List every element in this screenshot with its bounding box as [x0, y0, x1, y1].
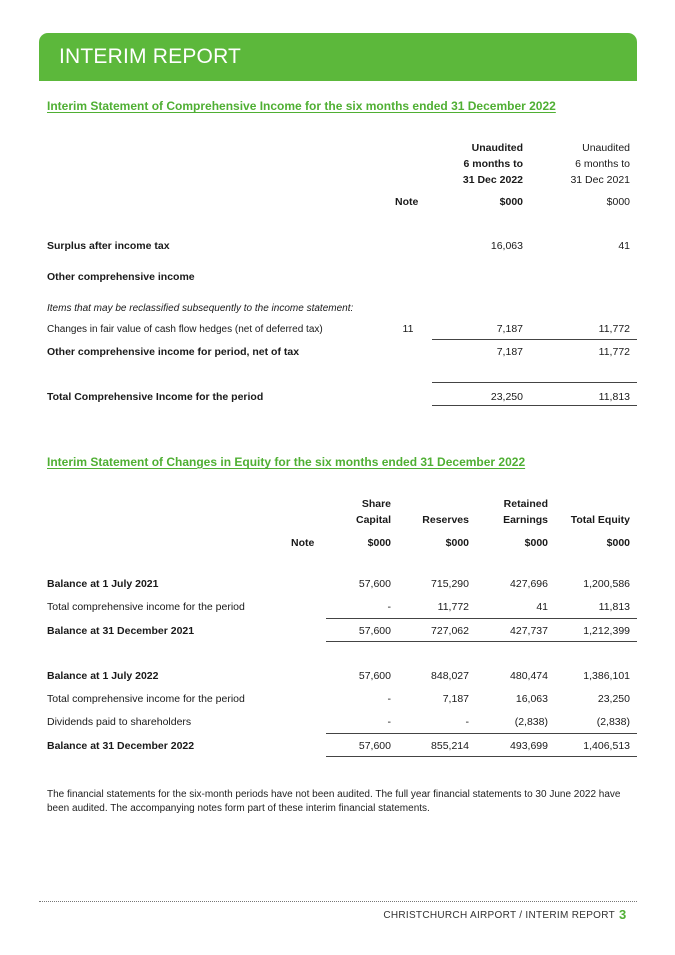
footer-divider: [39, 901, 637, 902]
page-number: 3: [619, 907, 627, 922]
col-b-header-3: 31 Dec 2021: [570, 174, 630, 186]
equity-row-reserves: 855,214: [431, 740, 469, 752]
income-row-a: 16,063: [490, 240, 523, 252]
banner-title: INTERIM REPORT: [59, 45, 242, 68]
equity-row-retained: 493,699: [510, 740, 548, 752]
equity-row-total: 11,813: [598, 601, 630, 613]
divider: [432, 339, 637, 340]
divider: [326, 618, 637, 619]
equity-row-reserves: 715,290: [431, 578, 469, 590]
equity-row-retained: (2,838): [514, 716, 548, 728]
equity-row-total: (2,838): [596, 716, 630, 728]
equity-statement-title: Interim Statement of Changes in Equity for the six months ended 31 December 2022: [47, 455, 526, 469]
footer-text: CHRISTCHURCH AIRPORT / INTERIM REPORT: [383, 910, 615, 921]
equity-row-capital: -: [387, 601, 391, 613]
share-capital-header-2: Capital: [355, 514, 391, 526]
total-equity-unit: $000: [606, 537, 630, 549]
income-row-b: 41: [618, 240, 630, 252]
equity-row-retained: 16,063: [515, 693, 548, 705]
income-row-label: Items that may be reclassified subsequently to the income statement:: [47, 303, 354, 314]
col-a-unit: $000: [499, 196, 523, 208]
income-row-label: Other comprehensive income: [47, 271, 195, 283]
equity-row-capital: 57,600: [358, 578, 391, 590]
income-row-b: 11,772: [598, 323, 630, 335]
income-row-a: 7,187: [496, 323, 523, 335]
col-b-header-2: 6 months to: [575, 158, 630, 170]
equity-row-reserves: 848,027: [431, 670, 469, 682]
income-row-b: 11,813: [598, 391, 630, 403]
equity-row-reserves: 727,062: [431, 625, 469, 637]
equity-row-total: 1,386,101: [583, 670, 630, 682]
divider: [432, 405, 637, 406]
equity-row-retained: 41: [536, 601, 548, 613]
retained-header-2: Earnings: [503, 514, 548, 526]
equity-row-label: Balance at 31 December 2022: [47, 740, 195, 752]
equity-row-retained: 427,737: [510, 625, 548, 637]
equity-row-reserves: 11,772: [437, 601, 469, 613]
income-statement-title: Interim Statement of Comprehensive Income for the six months ended 31 December 2022: [47, 99, 556, 113]
footnote: The financial statements for the six-month periods have not been audited. The full year financial statements to 30 June 2022 have been audited. The accompanying notes form part of these interim financial statements.: [47, 789, 621, 814]
equity-row-retained: 480,474: [510, 670, 548, 682]
equity-row-capital: -: [387, 716, 391, 728]
col-a-header-3: 31 Dec 2022: [462, 174, 523, 186]
divider: [326, 641, 637, 642]
report-banner: [39, 33, 637, 81]
income-row-a: 7,187: [496, 346, 523, 358]
equity-row-total: 1,200,586: [583, 578, 630, 590]
col-a-header-1: Unaudited: [471, 142, 523, 154]
reserves-unit: $000: [445, 537, 469, 549]
income-row-note: 11: [402, 323, 414, 335]
income-row-label: Total Comprehensive Income for the period: [47, 391, 264, 403]
equity-note-header: Note: [291, 537, 315, 549]
equity-row-label: Total comprehensive income for the period: [47, 693, 245, 705]
col-a-header-2: 6 months to: [463, 158, 523, 170]
equity-row-capital: 57,600: [358, 625, 391, 637]
income-note-header: Note: [395, 196, 419, 208]
income-row-label: Other comprehensive income for period, net of tax: [47, 346, 300, 358]
equity-row-capital: 57,600: [358, 670, 391, 682]
share-capital-unit: $000: [367, 537, 391, 549]
divider: [432, 382, 637, 383]
equity-row-label: Dividends paid to shareholders: [47, 716, 192, 728]
equity-row-total: 1,212,399: [583, 625, 630, 637]
divider: [326, 756, 637, 757]
reserves-header: Reserves: [422, 514, 469, 526]
equity-row-label: Balance at 31 December 2021: [47, 625, 195, 637]
col-b-unit: $000: [606, 196, 630, 208]
equity-row-reserves: -: [465, 716, 469, 728]
share-capital-header-1: Share: [361, 498, 391, 510]
equity-row-label: Total comprehensive income for the period: [47, 601, 245, 613]
equity-row-label: Balance at 1 July 2021: [47, 578, 159, 590]
divider: [326, 733, 637, 734]
income-row-label: Changes in fair value of cash flow hedges (net of deferred tax): [47, 324, 323, 335]
retained-header-1: Retained: [503, 498, 548, 510]
retained-unit: $000: [524, 537, 548, 549]
equity-row-reserves: 7,187: [442, 693, 469, 705]
equity-row-capital: -: [387, 693, 391, 705]
col-b-header-1: Unaudited: [582, 142, 630, 154]
income-row-a: 23,250: [490, 391, 523, 403]
total-equity-header: Total Equity: [570, 514, 630, 526]
equity-row-label: Balance at 1 July 2022: [47, 670, 159, 682]
equity-row-total: 23,250: [597, 693, 630, 705]
equity-row-total: 1,406,513: [583, 740, 630, 752]
income-row-label: Surplus after income tax: [47, 240, 170, 252]
income-row-b: 11,772: [598, 346, 630, 358]
equity-row-retained: 427,696: [510, 578, 548, 590]
equity-row-capital: 57,600: [358, 740, 391, 752]
